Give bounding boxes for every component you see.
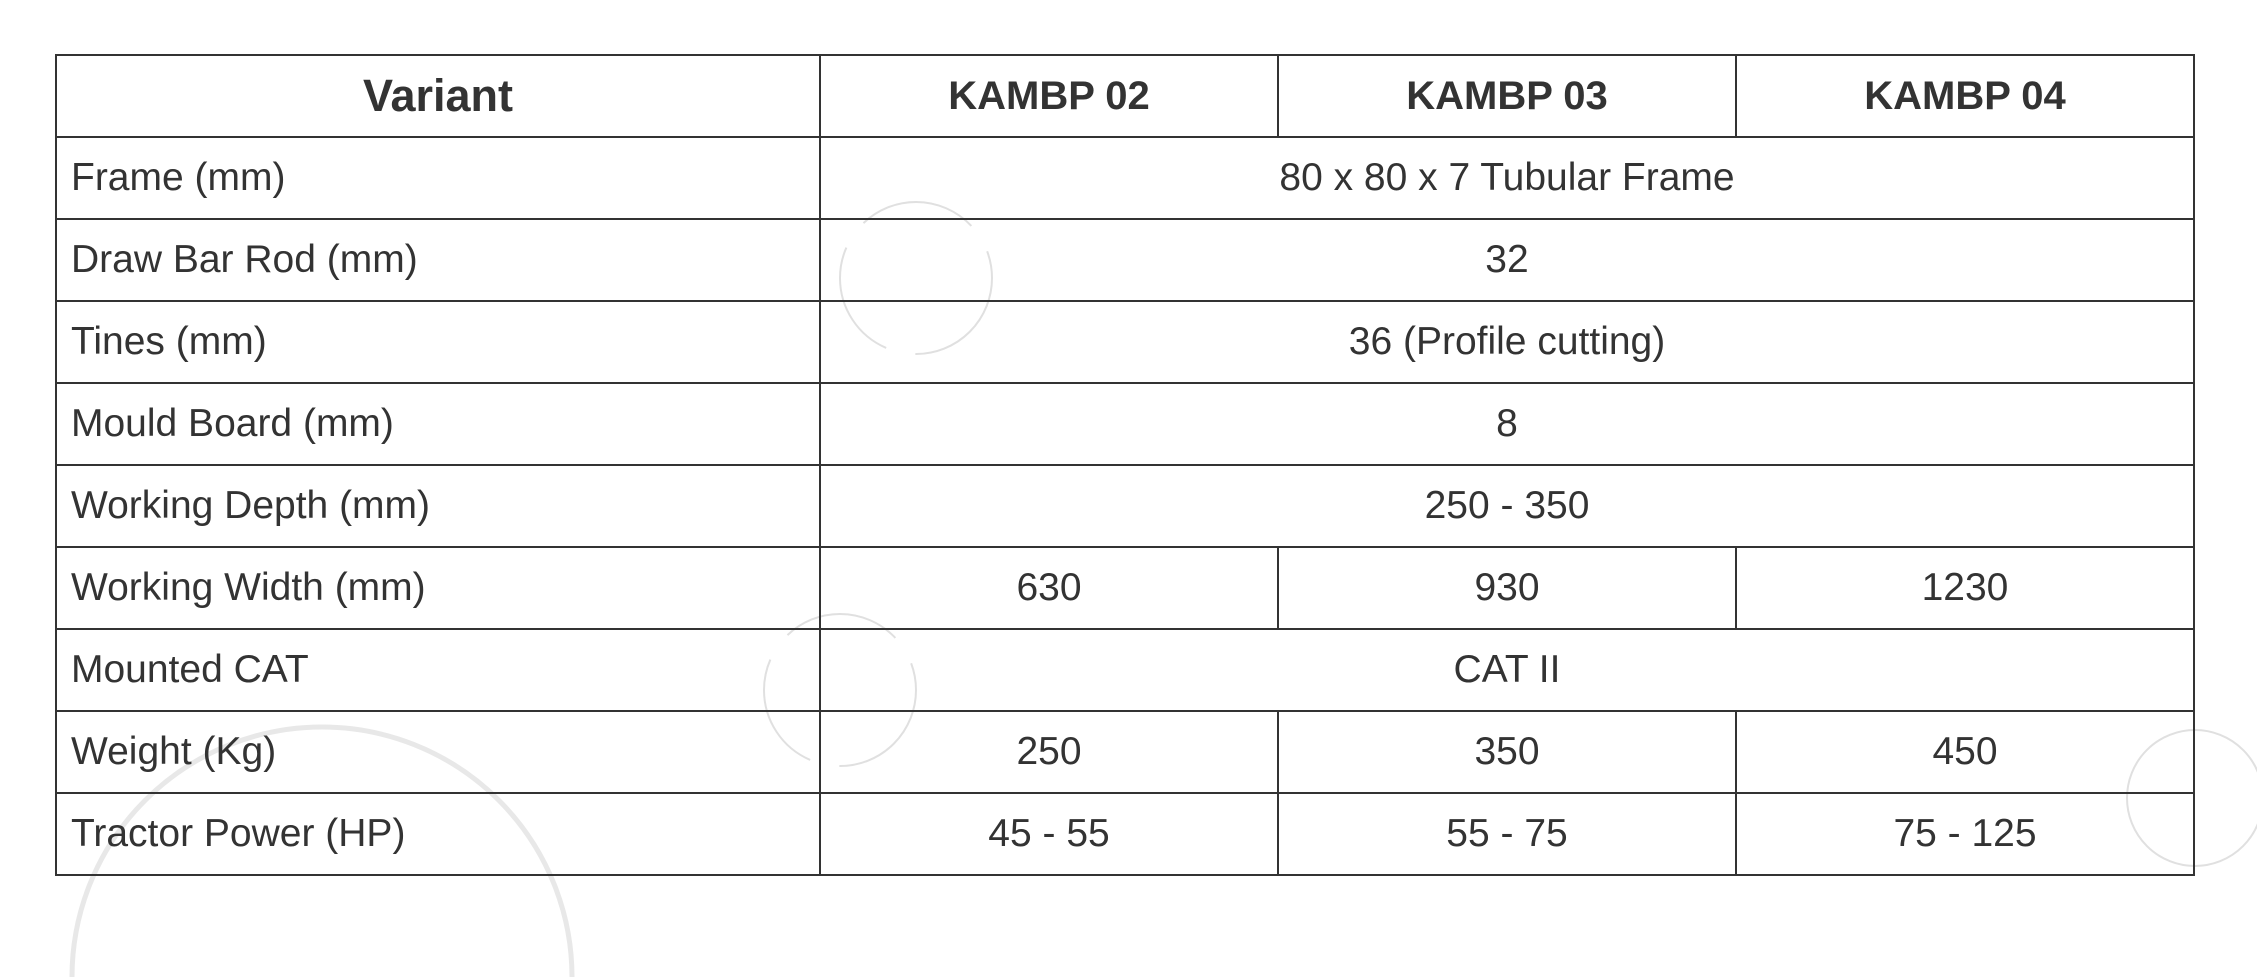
- table-row: [56, 547, 2194, 629]
- row-value-merged: 80 x 80 x 7 Tubular Frame: [820, 137, 2194, 219]
- header-kambp-03: KAMBP 03: [1278, 55, 1736, 137]
- row-label: Working Depth (mm): [56, 465, 820, 547]
- cell-kambp-03: 55 - 75: [1278, 793, 1736, 875]
- header-variant: Variant: [56, 55, 820, 137]
- header-kambp-02: KAMBP 02: [820, 55, 1278, 137]
- row-label: Frame (mm): [56, 137, 820, 219]
- cell-kambp-02: 45 - 55: [820, 793, 1278, 875]
- cell-kambp-04: 1230: [1736, 547, 2194, 629]
- row-label: Mounted CAT: [56, 629, 820, 711]
- row-label: Working Width (mm): [56, 547, 820, 629]
- table-row: [56, 465, 2194, 547]
- row-label: Tractor Power (HP): [56, 793, 820, 875]
- row-label: Tines (mm): [56, 301, 820, 383]
- table-row: [56, 383, 2194, 465]
- table-row: [56, 793, 2194, 875]
- row-value-merged: 8: [820, 383, 2194, 465]
- header-kambp-04: KAMBP 04: [1736, 55, 2194, 137]
- table-row: [56, 629, 2194, 711]
- table-row: [56, 711, 2194, 793]
- row-value-merged: CAT II: [820, 629, 2194, 711]
- specification-table: [55, 54, 2195, 876]
- row-label: Draw Bar Rod (mm): [56, 219, 820, 301]
- row-label: Mould Board (mm): [56, 383, 820, 465]
- cell-kambp-02: 250: [820, 711, 1278, 793]
- cell-kambp-04: 450: [1736, 711, 2194, 793]
- cell-kambp-02: 630: [820, 547, 1278, 629]
- row-value-merged: 36 (Profile cutting): [820, 301, 2194, 383]
- cell-kambp-03: 930: [1278, 547, 1736, 629]
- cell-kambp-03: 350: [1278, 711, 1736, 793]
- header-row: [56, 55, 2194, 137]
- row-value-merged: 250 - 350: [820, 465, 2194, 547]
- table-row: [56, 219, 2194, 301]
- row-value-merged: 32: [820, 219, 2194, 301]
- table-row: [56, 301, 2194, 383]
- cell-kambp-04: 75 - 125: [1736, 793, 2194, 875]
- table-row: [56, 137, 2194, 219]
- row-label: Weight (Kg): [56, 711, 820, 793]
